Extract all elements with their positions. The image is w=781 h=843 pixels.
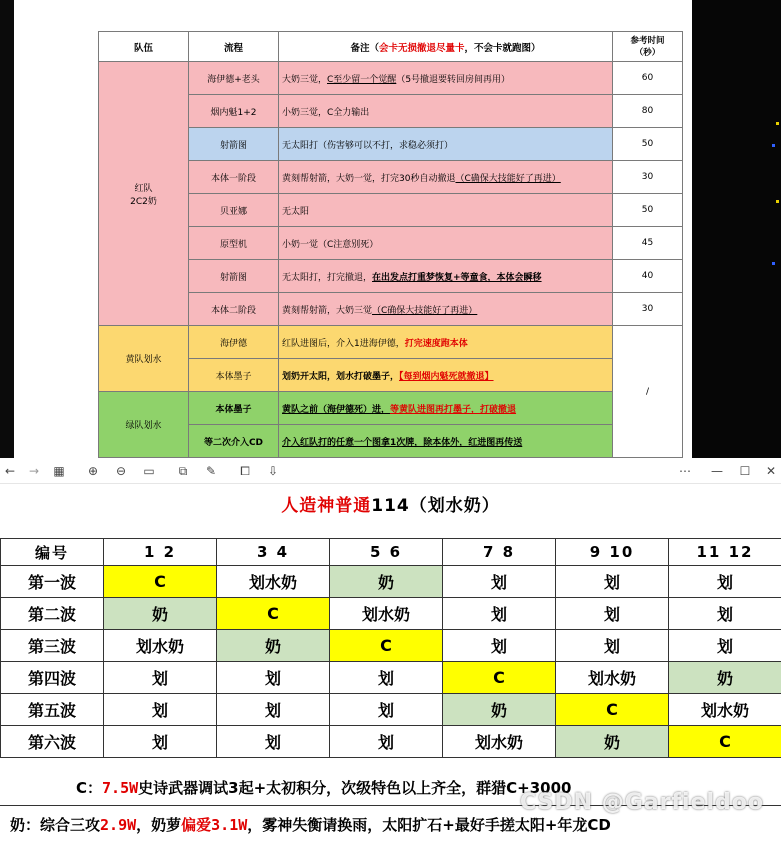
note-cell: 黄刻帮射箭，大奶三觉（C确保大技能好了再进） — [279, 293, 613, 326]
maximize-icon[interactable]: ☐ — [739, 464, 751, 478]
image-viewer-toolbar — [0, 458, 781, 484]
stage-cell: 射箭图 — [189, 260, 279, 293]
table-row — [1, 630, 781, 662]
time-cell-slash: / — [613, 326, 683, 458]
wave-cell: 划 — [217, 694, 330, 726]
header-cell: 编号 — [1, 539, 104, 566]
stage-cell: 射箭图 — [189, 128, 279, 161]
wave-table — [0, 538, 781, 758]
wave-cell: 划 — [217, 726, 330, 758]
wave-cell: C — [217, 598, 330, 630]
stage-cell: 本体一阶段 — [189, 161, 279, 194]
time-cell: 40 — [613, 260, 683, 293]
wave-header-row — [1, 539, 781, 566]
time-cell: 50 — [613, 194, 683, 227]
time-cell: 30 — [613, 293, 683, 326]
forward-icon[interactable]: → — [28, 464, 40, 478]
stage-cell: 本体墨子 — [189, 359, 279, 392]
zoom-out-icon[interactable]: ⊖ — [115, 464, 127, 478]
table-row — [1, 566, 781, 598]
wave-cell: C — [556, 694, 669, 726]
note-cell: 黄刻帮射箭，大奶一觉，打完30秒自动撤退（C确保大技能好了再进） — [279, 161, 613, 194]
page-title — [0, 486, 781, 520]
wave-cell: 划 — [104, 694, 217, 726]
wave-cell: 奶 — [443, 694, 556, 726]
wave-cell: 划 — [669, 630, 781, 662]
table-row — [99, 62, 683, 95]
wave-cell: 奶 — [104, 598, 217, 630]
time-cell: 60 — [613, 62, 683, 95]
wave-label: 第四波 — [1, 662, 104, 694]
wave-cell: 划水奶 — [104, 630, 217, 662]
stage-cell: 烟内魁1+2 — [189, 95, 279, 128]
header-cell: 3 4 — [217, 539, 330, 566]
wave-cell: 奶 — [217, 630, 330, 662]
table-row — [1, 598, 781, 630]
wave-cell: C — [669, 726, 781, 758]
header-note: 备注（会卡无损撤退尽量卡，不会卡就跑图） — [279, 32, 613, 62]
wave-cell: 奶 — [556, 726, 669, 758]
wave-cell: 划 — [443, 598, 556, 630]
edit-icon[interactable]: ✎ — [205, 464, 217, 478]
wave-label: 第三波 — [1, 630, 104, 662]
wave-cell: 奶 — [330, 566, 443, 598]
table-row — [1, 726, 781, 758]
wave-assignment-image — [0, 484, 781, 843]
header-ref-time: 参考时间 （秒） — [613, 32, 683, 62]
back-icon[interactable]: ← — [4, 464, 16, 478]
header-cell: 5 6 — [330, 539, 443, 566]
wave-cell: C — [104, 566, 217, 598]
support-value: 2.9W — [100, 815, 137, 834]
note-cell: 小奶三觉，C全力输出 — [279, 95, 613, 128]
wave-cell: 划 — [104, 662, 217, 694]
time-cell: 50 — [613, 128, 683, 161]
share-icon[interactable]: ⧠ — [240, 463, 250, 478]
stage-cell: 海伊德+老头 — [189, 62, 279, 95]
support-requirement-note: 奶：综合三攻 2.9W ，奶萝 偏爱3.1W ，雾神失衡请换雨，太阳扩石+最好手搓太阳+年龙CD — [10, 815, 611, 834]
header-cell: 11 12 — [669, 539, 781, 566]
crop-icon[interactable]: ⧉ — [178, 463, 188, 478]
wave-cell: 划水奶 — [217, 566, 330, 598]
save-icon[interactable]: ⇩ — [267, 464, 279, 478]
wave-cell: 划 — [556, 566, 669, 598]
wave-cell: C — [443, 662, 556, 694]
wave-cell: 划水奶 — [330, 598, 443, 630]
stage-cell: 等二次介入CD — [189, 425, 279, 458]
red-team-cell: 红队 2C2奶 — [99, 62, 189, 326]
note-cell: 无太阳 — [279, 194, 613, 227]
left-dark-border — [0, 0, 14, 458]
header-cell: 1 2 — [104, 539, 217, 566]
wave-label: 第五波 — [1, 694, 104, 726]
wave-cell: 划水奶 — [556, 662, 669, 694]
note-cell: 小奶一觉（C注意别死） — [279, 227, 613, 260]
minimize-icon[interactable]: — — [711, 464, 723, 478]
table-row — [99, 392, 683, 425]
stage-cell: 原型机 — [189, 227, 279, 260]
close-icon[interactable]: ✕ — [765, 464, 777, 478]
team-plan-table — [98, 31, 683, 458]
table-row — [1, 694, 781, 726]
more-icon[interactable]: ⋯ — [679, 464, 691, 478]
header-cell: 7 8 — [443, 539, 556, 566]
dps-requirement-note: C： 7.5W 史诗武器调试3起+太初积分，次级特色以上齐全，群猎C+3000 — [0, 770, 781, 806]
wave-cell: 划 — [330, 726, 443, 758]
time-cell: 30 — [613, 161, 683, 194]
note-cell: 黄队之前（海伊德死）进，等黄队进图再打墨子，打破撤退 — [279, 392, 613, 425]
stage-cell: 本体二阶段 — [189, 293, 279, 326]
wave-cell: 划 — [330, 662, 443, 694]
time-cell: 80 — [613, 95, 683, 128]
wave-cell: 划 — [669, 566, 781, 598]
title-black: 114（划水奶） — [371, 495, 500, 516]
team-plan-header-row — [99, 32, 683, 62]
wave-cell: 划水奶 — [443, 726, 556, 758]
title-red: 人造神普通 — [281, 495, 372, 516]
wave-cell: 划 — [217, 662, 330, 694]
dps-value: 7.5W — [102, 778, 139, 797]
wave-cell: 划 — [443, 630, 556, 662]
favor-value: 偏爱3.1W — [181, 816, 248, 834]
header-team: 队伍 — [99, 32, 189, 62]
wave-cell: 划 — [669, 598, 781, 630]
header-cell: 9 10 — [556, 539, 669, 566]
stage-cell: 本体墨子 — [189, 392, 279, 425]
note-cell: 无太阳打（伤害够可以不打，求稳必须打） — [279, 128, 613, 161]
wave-cell: 划 — [556, 630, 669, 662]
right-dark-background — [692, 0, 781, 458]
stage-cell: 海伊德 — [189, 326, 279, 359]
wave-cell: 奶 — [669, 662, 781, 694]
zoom-in-icon[interactable]: ⊕ — [87, 464, 99, 478]
watermark: CSDN @Garfieldoo — [520, 790, 765, 815]
wave-cell: 划 — [443, 566, 556, 598]
note-cell: 介入红队打的任意一个图拿1次牌，除本体外，红进图再传送 — [279, 425, 613, 458]
green-team-cell: 绿队划水 — [99, 392, 189, 458]
wave-cell: 划水奶 — [669, 694, 781, 726]
wave-cell: 划 — [556, 598, 669, 630]
note-cell: 划奶开太阳，划水打破墨子，【每到烟内魁死就撤退】 — [279, 359, 613, 392]
header-flow: 流程 — [189, 32, 279, 62]
wave-label: 第二波 — [1, 598, 104, 630]
wave-cell: 划 — [104, 726, 217, 758]
note-cell: 无太阳打，打完撤退，在出发点打重梦恢复+等童食，本体会瞬移 — [279, 260, 613, 293]
wave-cell: C — [330, 630, 443, 662]
wave-cell: 划 — [330, 694, 443, 726]
note-cell: 大奶三觉，C至少留一个觉醒（5号撤退要转回房间再用） — [279, 62, 613, 95]
time-cell: 45 — [613, 227, 683, 260]
grid-icon[interactable]: ▦ — [53, 464, 65, 478]
fit-screen-icon[interactable]: ▭ — [143, 464, 155, 478]
table-row — [99, 326, 683, 359]
wave-label: 第一波 — [1, 566, 104, 598]
wave-label: 第六波 — [1, 726, 104, 758]
stage-cell: 贝亚娜 — [189, 194, 279, 227]
table-row — [1, 662, 781, 694]
yellow-team-cell: 黄队划水 — [99, 326, 189, 392]
note-cell: 红队进图后，介入1进海伊德，打完速度跑本体 — [279, 326, 613, 359]
